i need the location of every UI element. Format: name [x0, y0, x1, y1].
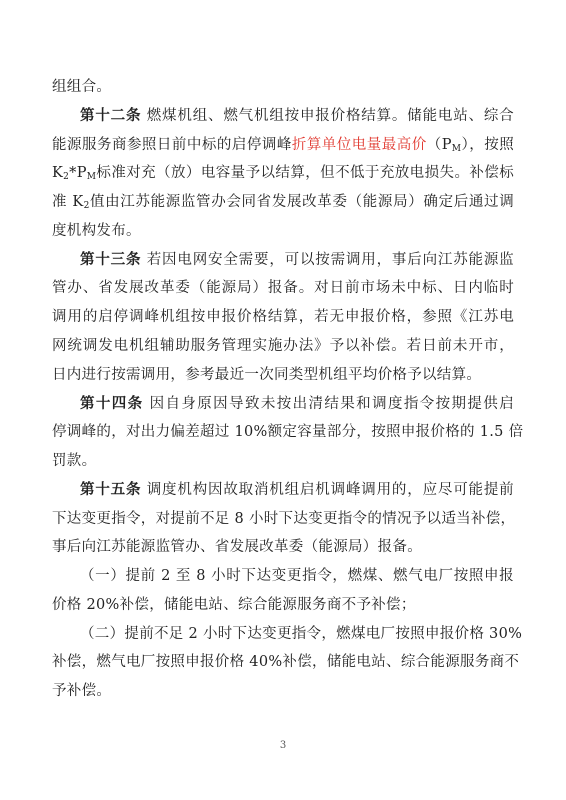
- line-text: 能源服务商参照日前中标的启停调峰: [52, 137, 292, 153]
- paragraph-line: [52, 537, 514, 557]
- article-number: 第十三条: [80, 251, 142, 268]
- line-text: 调度机构因故取消机组启机调峰调用的，应尽可能提前: [146, 482, 514, 498]
- paragraph-line: [52, 163, 514, 187]
- article-12-heading-line: [80, 106, 514, 126]
- line-text: ），按照: [461, 137, 515, 153]
- article-number: 第十四条: [80, 395, 144, 412]
- line-text: 罚款。: [52, 453, 97, 469]
- paragraph-line: [52, 192, 514, 216]
- article-number: 第十二条: [80, 107, 142, 124]
- paragraph-line: [52, 365, 514, 385]
- line-text: 停调峰的，对出力偏差超过 10%额定容量部分，按照申报价格的 1.5 倍: [52, 424, 524, 440]
- symbol-p: *P: [69, 165, 87, 181]
- subscript: 2: [63, 172, 70, 182]
- line-text: （一）提前 2 至 8 小时下达变更指令，燃煤、燃气电厂按照申报: [80, 568, 514, 584]
- line-text: 价格 20%补偿，储能电站、综合能源服务商不予补偿；: [52, 597, 416, 613]
- line-text: 事后向江苏能源监管办、省发展改革委（能源局）报备。: [52, 539, 422, 555]
- line-text: 若因电网安全需要，可以按需调用，事后向江苏能源监: [146, 252, 514, 268]
- paragraph-line: [52, 278, 514, 298]
- line-text: 网统调发电机组辅助服务管理实施办法》予以补偿。若日前未开市，: [52, 338, 514, 354]
- paragraph-line: [52, 681, 514, 701]
- paragraph-line: [52, 451, 514, 471]
- line-text: 补偿，燃气电厂按照申报价格 40%补偿，储能电站、综合能源服务商不: [52, 654, 520, 670]
- line-text: 组组合。: [52, 79, 112, 95]
- article-13-heading-line: [80, 250, 514, 270]
- line-text: 值由江苏能源监管办会同省发展改革委（能源局）确定后通过调: [89, 194, 514, 210]
- subscript: 2: [83, 201, 90, 211]
- line-text: （二）提前不足 2 小时下达变更指令，燃煤电厂按照申报价格 30%: [80, 626, 523, 642]
- line-text: （P: [426, 137, 452, 153]
- line-text: 度机构发布。: [52, 223, 141, 239]
- paragraph-line: [52, 307, 514, 327]
- paragraph-line: [52, 336, 514, 356]
- article-14-heading-line: [80, 394, 514, 414]
- paragraph-line: [52, 221, 514, 241]
- clause-2-line: [80, 624, 523, 644]
- clause-1-line: [80, 566, 514, 586]
- article-number: 第十五条: [80, 481, 142, 498]
- paragraph-line: [52, 509, 514, 529]
- paragraph-line: [52, 77, 514, 97]
- page-number: 3: [279, 740, 287, 751]
- paragraph-line: [52, 652, 520, 672]
- line-text: 管办、省发展改革委（能源局）报备。对日前市场未中标、日内临时: [52, 280, 514, 296]
- symbol-k: K: [52, 165, 64, 181]
- highlighted-term: 折算单位电量最高价: [291, 137, 427, 153]
- subscript: M: [86, 172, 97, 182]
- line-text: 下达变更指令，对提前不足 8 小时下达变更指令的情况予以适当补偿，: [52, 511, 516, 527]
- paragraph-line: [52, 595, 514, 615]
- line-text: 调用的启停调峰机组按申报价格结算，若无申报价格，参照《江苏电: [52, 309, 514, 325]
- line-text: 准 K: [52, 194, 84, 210]
- line-text: 予补偿。: [52, 683, 112, 699]
- line-text: 日内进行按需调用，参考最近一次同类型机组平均价格予以结算。: [52, 367, 482, 383]
- line-text: 标准对充（放）电容量予以结算，但不低于充放电损失。补偿标: [96, 165, 514, 181]
- article-15-heading-line: [80, 480, 514, 500]
- paragraph-line: [52, 422, 524, 442]
- subscript: M: [451, 144, 462, 154]
- paragraph-line: [52, 135, 514, 159]
- line-text: 燃煤机组、燃气机组按申报价格结算。储能电站、综合: [146, 108, 514, 124]
- line-text: 因自身原因导致未按出清结果和调度指令按期提供启: [149, 396, 515, 412]
